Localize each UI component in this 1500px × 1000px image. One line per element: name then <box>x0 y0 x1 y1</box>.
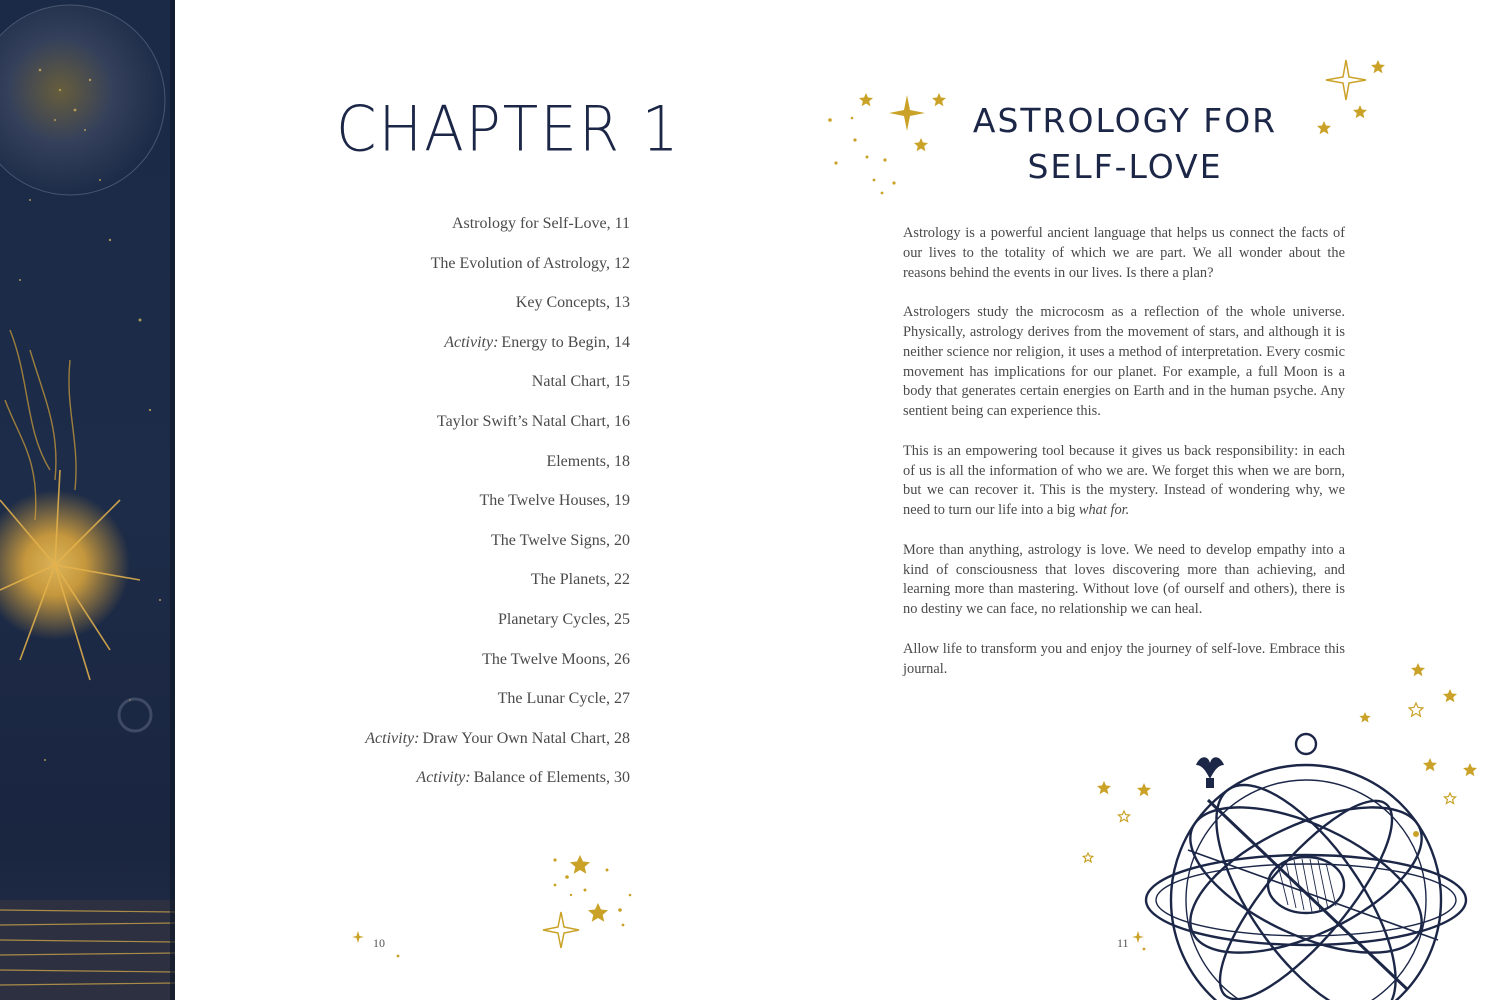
toc-entry <box>300 208 630 248</box>
toc-entry <box>300 446 630 486</box>
toc-entry <box>300 327 630 367</box>
sparkle-icon <box>1132 931 1144 943</box>
star-icon <box>1443 689 1457 702</box>
heading-line-2: SELF-LOVE <box>1027 147 1223 186</box>
toc-entry-text: Planetary Cycles, 25 <box>498 610 630 628</box>
armillary-sphere-icon <box>1148 730 1488 1000</box>
sparkle-icon <box>352 931 364 943</box>
sparkle-cluster-heading-left <box>822 85 952 200</box>
toc-entry-text: Astrology for Self-Love, 11 <box>451 215 630 232</box>
toc-entry-text: The Twelve Moons, 26 <box>482 650 630 668</box>
paragraph-3 <box>903 442 1345 521</box>
star-icon <box>1083 853 1093 862</box>
star-icon <box>914 138 928 151</box>
star-icon <box>1317 121 1331 134</box>
toc-entry-text: Energy to Begin, 14 <box>501 333 630 351</box>
sparkle-icon <box>889 95 925 131</box>
cosmic-painting-strip <box>0 0 175 1000</box>
sparkle-cluster-left-bottom <box>535 850 645 955</box>
table-of-contents <box>300 208 630 802</box>
body-text <box>903 224 1345 699</box>
section-heading <box>960 98 1290 190</box>
star-icon <box>1371 60 1385 73</box>
toc-entry <box>300 248 630 288</box>
paragraph-3-emphasis: what for. <box>1078 502 1130 519</box>
toc-entry <box>300 564 630 604</box>
sparkle-near-page-10 <box>350 925 405 965</box>
paragraph-2: Astrologers study the microcosm as a reflection of the whole universe. Physically, astrology derives from the movement of stars, and although it is neither science nor religion, it uses a method of interpretation. Every cosmic movement has implications for our planet. For example, a full Moon is a body that generates certain energies on Earth and in the human psyche. Any sentient being can experience this. <box>903 304 1345 420</box>
toc-entry-text: The Twelve Signs, 20 <box>490 531 630 549</box>
star-icon <box>570 855 590 874</box>
star-icon <box>588 903 608 922</box>
toc-entry-text: Taylor Swift’s Natal Chart, 16 <box>436 412 630 430</box>
toc-entry <box>300 525 630 565</box>
toc-entry-text: Key Concepts, 13 <box>515 294 630 312</box>
star-icon <box>1353 105 1367 118</box>
star-icon <box>932 93 946 106</box>
toc-entry <box>300 723 630 763</box>
toc-entry-text: Natal Chart, 15 <box>531 373 630 391</box>
toc-entry-text: The Evolution of Astrology, 12 <box>430 254 630 272</box>
star-icon <box>859 93 873 106</box>
paragraph-5: Allow life to transform you and enjoy the journey of self-love. Embrace this journal. <box>903 640 1345 677</box>
star-icon <box>1359 712 1370 723</box>
toc-entry-prefix: Activity: <box>365 729 420 747</box>
toc-entry <box>300 485 630 525</box>
star-icon <box>1409 703 1423 716</box>
page-number-left: 10 <box>373 936 385 950</box>
toc-entry-text: The Twelve Houses, 19 <box>479 492 630 510</box>
toc-entry-prefix: Activity: <box>416 769 471 787</box>
page-number-right: 11 <box>1117 936 1129 950</box>
toc-entry-text: Elements, 18 <box>546 452 630 470</box>
sparkle-cluster-heading-right <box>1310 55 1390 140</box>
toc-entry-text: Balance of Elements, 30 <box>473 769 630 787</box>
toc-entry <box>300 366 630 406</box>
toc-entry <box>300 406 630 446</box>
paragraph-3-text: This is an empowering tool because it gives us back responsibility: in each of us is all the information of who we are. We forget this when we are born, but we can recover it. This is the mystery. Instead of wondering why, we need to turn our life into a big <box>903 442 1345 519</box>
paragraph-4: More than anything, astrology is love. We need to develop empathy into a kind of consciousness that loves discovering more than achieving, and learning more than mastering. Without love (of ourself and others), there is no destiny we can face, no relationship we can heal. <box>903 541 1345 618</box>
star-icon <box>1411 663 1425 676</box>
toc-entry-prefix: Activity: <box>444 333 499 351</box>
toc-entry-text: The Lunar Cycle, 27 <box>497 690 630 708</box>
toc-entry-text: The Planets, 22 <box>530 571 630 589</box>
star-icon <box>1097 781 1111 794</box>
toc-entry <box>300 604 630 644</box>
sparkle-icon <box>1326 60 1366 100</box>
toc-entry-text: Draw Your Own Natal Chart, 28 <box>422 729 630 747</box>
heading-line-1: ASTROLOGY FOR <box>972 101 1278 140</box>
toc-entry <box>300 762 630 802</box>
chapter-title: CHAPTER 1 <box>336 92 681 166</box>
toc-entry <box>300 287 630 327</box>
toc-entry <box>300 683 630 723</box>
paragraph-1: Astrology is a powerful ancient language that helps us connect the facts of our lives to the totality of which we are part. We all wonder about the reasons behind the events in our lives. Is there a plan? <box>903 225 1345 281</box>
sparkle-icon <box>543 912 579 948</box>
toc-entry <box>300 644 630 684</box>
star-icon <box>1118 811 1129 822</box>
